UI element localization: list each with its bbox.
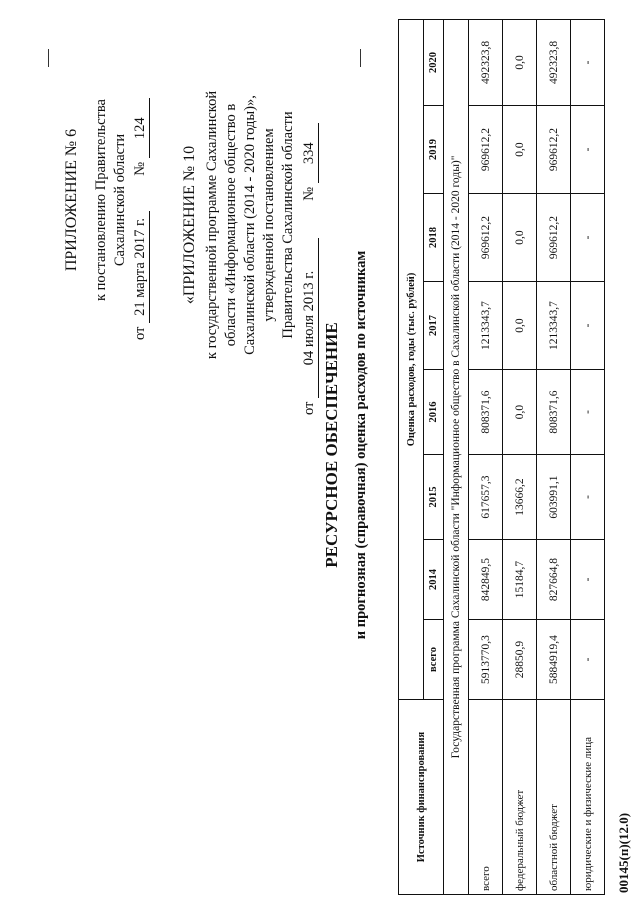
supplement-line-1: к государственной программе Сахалинской bbox=[204, 90, 220, 360]
table-cell: 1213343,7 bbox=[469, 282, 503, 370]
column-header: 2016 bbox=[424, 370, 444, 455]
table-cell: 0,0 bbox=[503, 282, 537, 370]
table-cell: 969612,2 bbox=[469, 106, 503, 194]
supplement-number-prefix: № bbox=[301, 186, 317, 201]
resource-subtitle: и прогнозная (справочная) оценка расходов по источникам bbox=[353, 250, 369, 640]
table-row bbox=[469, 19, 503, 894]
table-cell: 0,0 bbox=[503, 194, 537, 282]
column-header: 2014 bbox=[424, 540, 444, 620]
table-header-row bbox=[399, 19, 424, 894]
document-code: 00145(п)(12.0) bbox=[616, 812, 631, 893]
column-header: 2015 bbox=[424, 455, 444, 540]
table-cell: 808371,6 bbox=[537, 370, 571, 455]
source-header: Источник финансирования bbox=[399, 700, 444, 895]
table-cell: 1213343,7 bbox=[537, 282, 571, 370]
table-cell: 827664,8 bbox=[537, 540, 571, 620]
attachment-line-2: Сахалинской области bbox=[112, 133, 128, 267]
table-cell: 0,0 bbox=[503, 106, 537, 194]
column-header: всего bbox=[424, 620, 444, 700]
attachment-date: 21 марта 2017 г. bbox=[132, 211, 150, 323]
supplement-line-2: области «Информационное общество в bbox=[223, 103, 239, 347]
table-cell: - bbox=[571, 455, 605, 540]
table-cell: 0,0 bbox=[503, 19, 537, 105]
table-cell: 15184,7 bbox=[503, 540, 537, 620]
supplement-line-4: утвержденной постановлением bbox=[261, 128, 277, 322]
attachment-number-prefix: № bbox=[132, 161, 148, 176]
attachment-title: ПРИЛОЖЕНИЕ № 6 bbox=[63, 128, 80, 272]
table-cell: - bbox=[571, 540, 605, 620]
table-row bbox=[537, 19, 571, 894]
row-label: юридические и физические лица bbox=[571, 700, 605, 895]
attachment-number: 124 bbox=[132, 98, 150, 158]
attachment-date-line bbox=[131, 50, 150, 340]
table-cell: 5913770,3 bbox=[469, 620, 503, 700]
column-header: 2020 bbox=[424, 19, 444, 105]
program-name: Государственная программа Сахалинской области "Информационное общество в Сахалинской области (2014 - 2020 годы)" bbox=[444, 19, 469, 894]
column-header: 2017 bbox=[424, 282, 444, 370]
program-row bbox=[444, 19, 469, 894]
table-cell: 5884919,4 bbox=[537, 620, 571, 700]
scan-mark bbox=[360, 49, 361, 67]
supplement-number: 334 bbox=[301, 123, 319, 183]
funding-table bbox=[398, 19, 605, 895]
resource-title: РЕСУРСНОЕ ОБЕСПЕЧЕНИЕ bbox=[322, 322, 341, 568]
table-cell: - bbox=[571, 19, 605, 105]
row-label: всего bbox=[469, 700, 503, 895]
column-header: 2019 bbox=[424, 106, 444, 194]
supplement-date: 04 июля 2013 г. bbox=[301, 238, 319, 398]
table-cell: 969612,2 bbox=[537, 194, 571, 282]
supplement-title: «ПРИЛОЖЕНИЕ № 10 bbox=[181, 145, 198, 305]
table-row bbox=[571, 19, 605, 894]
table-cell: - bbox=[571, 370, 605, 455]
attachment-line-1: к постановлению Правительства bbox=[93, 99, 109, 301]
table-row bbox=[503, 19, 537, 894]
table-cell: 13666,2 bbox=[503, 455, 537, 540]
table-cell: 492323,8 bbox=[469, 19, 503, 105]
column-header: 2018 bbox=[424, 194, 444, 282]
table-cell: 603991,1 bbox=[537, 455, 571, 540]
table-cell: 617657,3 bbox=[469, 455, 503, 540]
table-cell: - bbox=[571, 282, 605, 370]
supplement-date-prefix: от bbox=[301, 401, 317, 415]
table-cell: 969612,2 bbox=[537, 106, 571, 194]
supplement-line-5: Правительства Сахалинской области bbox=[280, 111, 296, 339]
table-cell: - bbox=[571, 194, 605, 282]
row-label: федеральный бюджет bbox=[503, 700, 537, 895]
row-label: областной бюджет bbox=[537, 700, 571, 895]
table-cell: - bbox=[571, 620, 605, 700]
table-cell: 808371,6 bbox=[469, 370, 503, 455]
scan-mark bbox=[48, 49, 49, 67]
attachment-date-prefix: от bbox=[132, 326, 148, 340]
table-cell: 0,0 bbox=[503, 370, 537, 455]
table-cell: 969612,2 bbox=[469, 194, 503, 282]
table-cell: 842849,5 bbox=[469, 540, 503, 620]
supplement-line-3: Сахалинской области (2014 - 2020 годы)», bbox=[242, 95, 258, 355]
table-cell: - bbox=[571, 106, 605, 194]
supplement-date-line bbox=[300, 35, 319, 415]
table-cell: 28850,9 bbox=[503, 620, 537, 700]
table-cell: 492323,8 bbox=[537, 19, 571, 105]
years-header: Оценка расходов, годы (тыс. рублей) bbox=[399, 19, 424, 699]
